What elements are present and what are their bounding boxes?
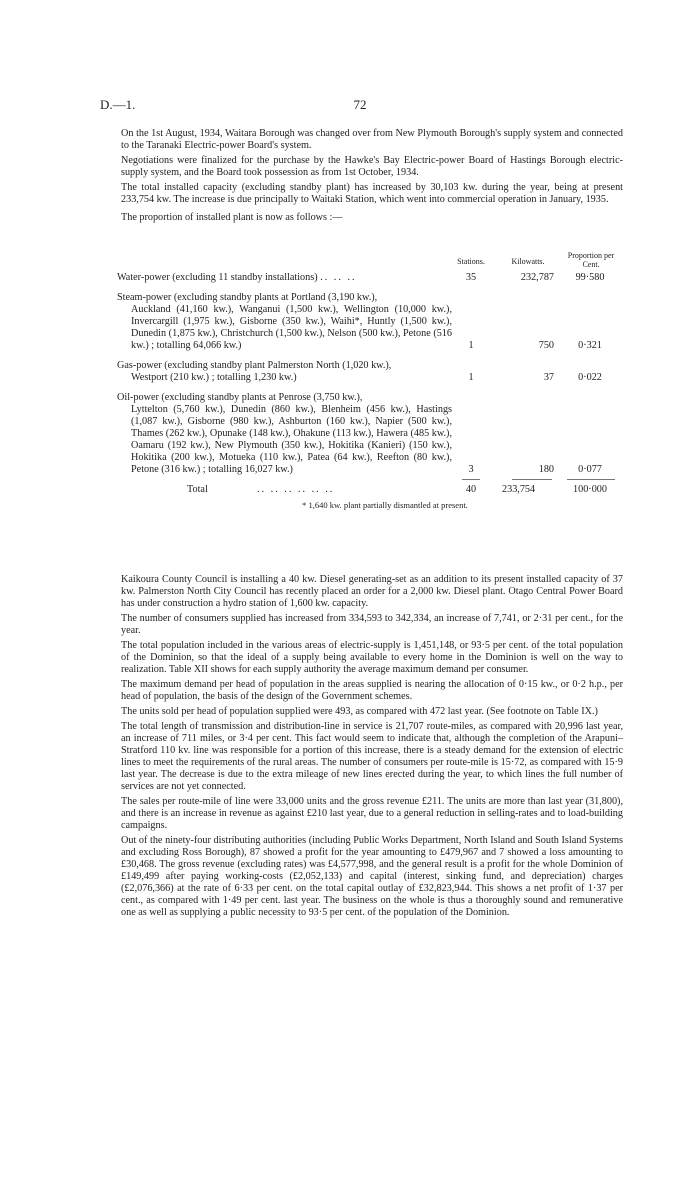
cell-kilowatts: 37 — [543, 372, 554, 383]
table-row — [117, 360, 623, 384]
table-header — [117, 250, 623, 272]
table-row — [117, 292, 623, 352]
row-label: Oil-power (excluding standby plants at Penrose (3,750 kw.), — [117, 392, 363, 403]
cell-proportion: 99·580 — [575, 272, 605, 283]
total-proportion: 100·000 — [573, 484, 607, 495]
paragraph: The units sold per head of population supplied were 493, as compared with 472 last year. (See footnote on Table IX.) — [121, 706, 598, 717]
total-kilowatts: 233,754 — [502, 484, 536, 495]
cell-kilowatts: 232,787 — [520, 272, 554, 283]
row-label: Gas-power (excluding standby plant Palmerston North (1,020 kw.), — [117, 360, 392, 371]
row-label: Steam-power (excluding standby plants at Portland (3,190 kw.), — [117, 292, 378, 303]
row-label: Water-power (excluding 11 standby installations) — [117, 272, 318, 283]
main-text — [117, 574, 623, 922]
paragraph: The proportion of installed plant is now as follows :— — [121, 212, 343, 223]
cell-proportion: 0·321 — [578, 340, 602, 351]
row-label-continued: Lyttelton (5,760 kw.), Dunedin (860 kw.), Blenheim (456 kw.), Hastings (1,087 kw.), Gisborne (980 kw.), Ashburton (160 kw.), Napier (500 kw.), Thames (262 kw.), Opunake (148 kw.), Ohakune (113 kw.), Hawera (485 kw.), Oamaru (192 kw.), New Plymouth (350 kw.), Hokitika (Kanieri) (150 kw.), Hokitika (200 kw.), Motueka (110 kw.), Patea (64 kw.), Reefton (80 kw.), Petone (316 kw.) ; totalling 16,027 kw.) — [131, 404, 452, 475]
cell-kilowatts: 750 — [538, 340, 554, 351]
table-footnote: * 1,640 kw. plant partially dismantled at present. — [302, 500, 468, 510]
cell-proportion: 0·077 — [578, 464, 602, 475]
column-header-proportion: Proportion per Cent. — [567, 251, 615, 269]
paragraph: The sales per route-mile of line were 33,000 units and the gross revenue £211. The units are more than last year (31,800), and there is an increase in revenue as against £210 last year, due to a general reduction in selling-rates and to load-building campaigns. — [121, 796, 623, 831]
paragraph: The number of consumers supplied has increased from 334,593 to 342,334, an increase of 7,741, or 2·31 per cent., for the year. — [121, 613, 623, 636]
paragraph: The maximum demand per head of population in the areas supplied is nearing the allocation of 0·15 kw., or 0·2 h.p., per head of population, the basis of the design of the Government schemes. — [121, 679, 623, 702]
cell-stations: 1 — [468, 372, 474, 383]
row-label-continued: Westport (210 kw.) ; totalling 1,230 kw.) — [131, 372, 297, 383]
paragraph: Negotiations were finalized for the purchase by the Hawke's Bay Electric-power Board of Hastings Borough electric-supply system, and the Board took possession as from 1st October, 1934. — [121, 155, 623, 178]
column-header-kilowatts: Kilowatts. — [511, 257, 545, 266]
table-row: Water-power (excluding 11 standby installations) .. .. .. 35 232,787 99·580 — [117, 272, 623, 284]
paragraph: Kaikoura County Council is installing a 40 kw. Diesel generating-set as an addition to its present installed capacity of 37 kw. Palmerston North City Council has recently placed an order for a 2,000 kw. Diesel plant. Otago Central Power Board has under construction a hydro station of 1,600 kw. capacity. — [121, 574, 623, 609]
paragraph: Out of the ninety-four distributing authorities (including Public Works Department, North Island and South Island Systems and excluding Ross Borough), 87 showed a profit for the year amounting to £479,967 and 7 showed a loss amounting to £30,468. The gross revenue (excluding rates) was £4,577,998, and the general result is a profit for the whole Dominion of £149,499 after paying working-costs (£2,052,133) and capital (interest, sinking fund, and depreciation) charges (£2,076,366) at the rate of 6·33 per cent. on the total capital outlay of £32,823,944. This shows a net profit of 1·37 per cent., as compared with 1·49 per cent. last year. The business on the whole is thus a thoroughly sound and remunerative one as well as supplying a public necessity to 93·5 per cent. of the population of the Dominion. — [121, 835, 623, 918]
total-stations: 40 — [465, 484, 477, 495]
total-rule — [117, 476, 623, 484]
cell-stations: 35 — [465, 272, 477, 283]
page-number: 72 — [353, 97, 367, 112]
column-header-stations: Stations. — [457, 257, 485, 266]
paragraph: On the 1st August, 1934, Waitara Borough was changed over from New Plymouth Borough's supply system and connected to the Taranaki Electric-power Board's system. — [121, 128, 623, 151]
cell-proportion: 0·022 — [578, 372, 602, 383]
table-row — [117, 392, 623, 476]
paragraph: The total population included in the various areas of electric-supply is 1,451,148, or 93·5 per cent. of the total population of the Dominion, so that the ideal of a supply being available to every home in the Dominion is well on the way to realization. Table XII shows for each supply authority the average maximum demand per consumer. — [121, 640, 623, 675]
installed-plant-table — [117, 250, 623, 511]
intro-section — [117, 128, 623, 227]
cell-stations: 1 — [468, 340, 474, 351]
cell-kilowatts: 180 — [538, 464, 554, 475]
cell-stations: 3 — [468, 464, 474, 475]
row-label-continued: Auckland (41,160 kw.), Wanganui (1,500 kw.), Wellington (10,000 kw.), Invercargill (1,975 kw.), Gisborne (350 kw.), Waihi*, Huntly (1,500 kw.), Dunedin (1,875 kw.), Christchurch (1,500 kw.), Nelson (500 kw.), Petone (516 kw.) ; totalling 64,066 kw.) — [131, 304, 452, 351]
document-reference: D.—1. — [100, 97, 136, 112]
paragraph: The total installed capacity (excluding standby plant) has increased by 30,103 kw. during the year, being at present 233,754 kw. The increase is due principally to Waitaki Station, which went into commercial operation in January, 1935. — [121, 182, 623, 205]
paragraph: The total length of transmission and distribution-line in service is 21,707 route-miles, as compared with 20,996 last year, an increase of 711 miles, or 3·4 per cent. This fact would seem to indicate that, although the completion of the Arapuni–Stratford 110 kv. line was responsible for a portion of this increase, there is a steady demand for the extension of electric lines to meet the requirements of the rural areas. The number of consumers per route-mile is 15·72, as compared with 15·9 last year. The decrease is due to the extra mileage of new lines erected during the year, to which lines the full number of services are not yet connected. — [121, 721, 623, 792]
total-label: Total — [187, 484, 208, 495]
table-total-row: Total .. .. .. .. .. .. 40 233,754 100·000 — [117, 484, 623, 497]
